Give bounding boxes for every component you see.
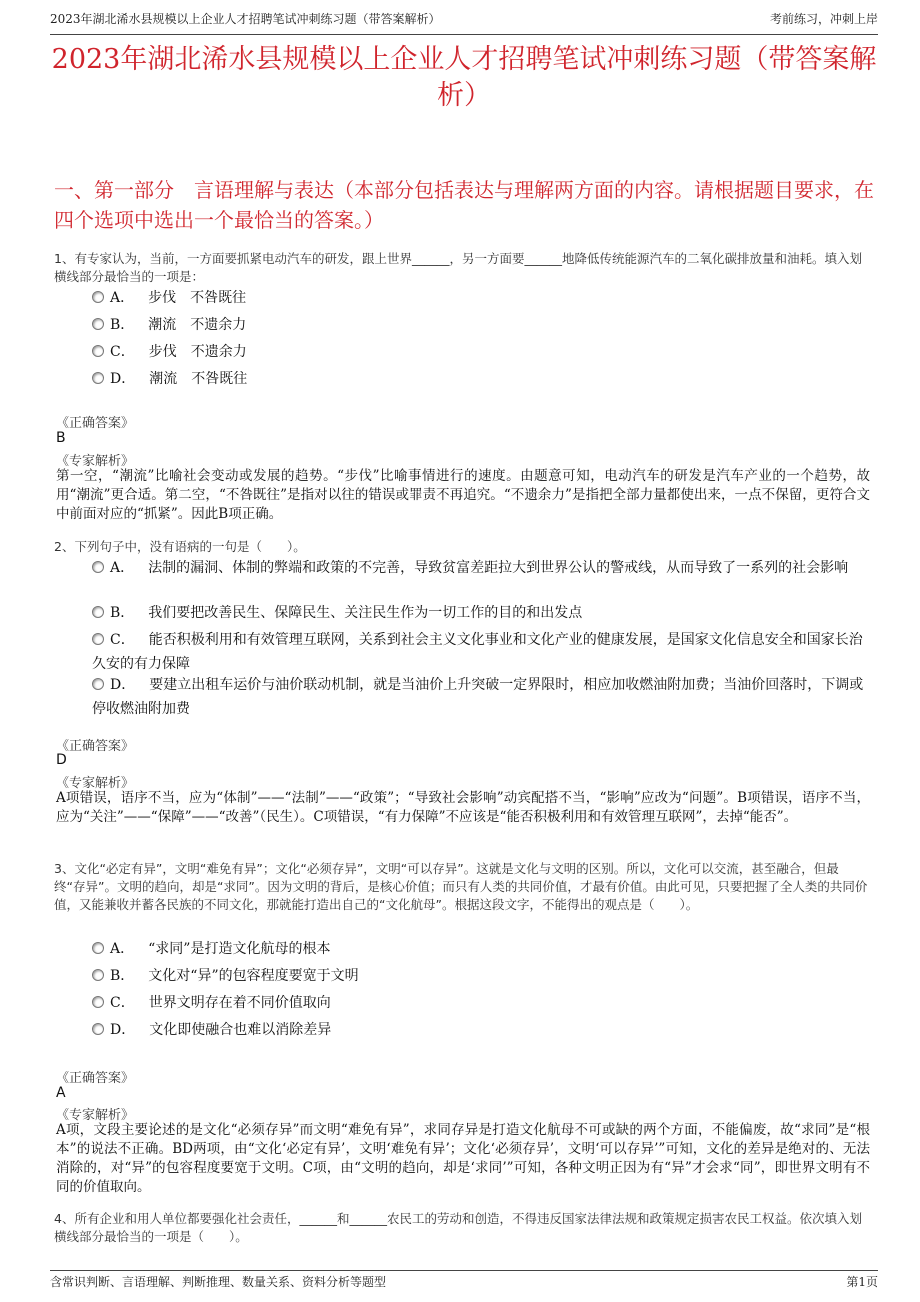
question-4-stem: 4、所有企业和用人单位都要强化社会责任，______和______农民工的劳动和创造，不得违反国家法律法规和政策规定损害农民工权益。依次填入划横线部分最恰当的一项是（ ）。 [54, 1211, 862, 1244]
question-3-stem: 3、文化“必定有异”，文明“难免有异”；文化“必须存异”，文明“可以存异”。这就是文化与文明的区别。所以，文化可以交流，甚至融合，但最终“存异”。文明的趋向，却是“求同”。因为文明的背后，是核心价值；而只有人类的共同价值，才最有价值。由此可见，只要把握了全人类的共同价值，又能兼收并蓄各民族的不同文化，那就能打造出自己的“文化航母”。根据这段文字，不能得出的观点是（ ）。 [54, 861, 868, 912]
question-2-stem: 2、下列句子中，没有语病的一句是（ ）。 [54, 539, 306, 554]
page-number: 第1页 [846, 1275, 878, 1289]
question-1-answer: B [56, 430, 66, 446]
question-1-explanation: 第一空，“潮流”比喻社会变动或发展的趋势。“步伐”比喻事情进行的速度。由题意可知，电动汽车的研发是汽车产业的一个趋势，故用“潮流”更合适。第二空，“不咎既往”是指对以往的错误或罪责不再追究。“不遗余力”是指把全部力量都使出来，一点不保留，更符合文中前面对应的“抓紧”。因此B项正确。 [56, 468, 870, 522]
radio-icon[interactable] [92, 372, 104, 384]
header-slogan: 考前练习，冲刺上岸 [769, 12, 878, 26]
question-3-option-c[interactable]: C． 世界文明存在着不同价值取向 [92, 991, 870, 1015]
page-footer [50, 1270, 878, 1291]
radio-icon[interactable] [92, 633, 104, 645]
radio-icon[interactable] [92, 606, 104, 618]
explanation-label: 《专家解析》 [56, 776, 135, 791]
radio-icon[interactable] [92, 942, 104, 954]
answer-label: 《正确答案》 [56, 1071, 135, 1086]
radio-icon[interactable] [92, 1023, 104, 1035]
radio-icon[interactable] [92, 291, 104, 303]
answer-label: 《正确答案》 [56, 416, 135, 431]
question-1-option-d[interactable]: D． 潮流 不咎既往 [92, 367, 870, 391]
question-1-option-b[interactable]: B． 潮流 不遗余力 [92, 313, 870, 337]
radio-icon[interactable] [92, 969, 104, 981]
question-1-option-a[interactable]: A． 步伐 不咎既往 [92, 286, 870, 310]
footer-note: 含常识判断、言语理解、判断推理、数量关系、资料分析等题型 [50, 1275, 387, 1289]
question-3-option-a[interactable]: A． “求同”是打造文化航母的根本 [92, 937, 870, 961]
radio-icon[interactable] [92, 996, 104, 1008]
question-3-option-d[interactable]: D． 文化即使融合也难以消除差异 [92, 1018, 870, 1042]
radio-icon[interactable] [92, 318, 104, 330]
explanation-label: 《专家解析》 [56, 454, 135, 469]
question-2-option-d[interactable]: D． 要建立出租车运价与油价联动机制，就是当油价上升突破一定界限时，相应加收燃油附加费；当油价回落时，下调或停收燃油附加费 [92, 677, 864, 717]
explanation-label: 《专家解析》 [56, 1108, 135, 1123]
radio-icon[interactable] [92, 561, 104, 573]
question-2-answer: D [56, 752, 67, 768]
question-2-explanation: A项错误，语序不当，应为“体制”——“法制”——“政策”；“导致社会影响”动宾配搭不当，“影响”应改为“问题”。B项错误，语序不当，应为“关注”——“保障”——“改善”（民生）。C项错误，“有力保障”不应该是“能否积极利用和有效管理互联网”，去掉“能否”。 [56, 790, 870, 825]
question-2-option-b[interactable]: B． 我们要把改善民生、保障民生、关注民生作为一切工作的目的和出发点 [92, 601, 870, 625]
question-3-answer: A [56, 1085, 66, 1101]
question-1-stem: 1、有专家认为，当前，一方面要抓紧电动汽车的研发，跟上世界______，另一方面要______地降低传统能源汽车的二氧化碳排放量和油耗。填入划横线部分最恰当的一项是： [54, 251, 862, 284]
question-1-option-c[interactable]: C． 步伐 不遗余力 [92, 340, 870, 364]
page-header [50, 10, 878, 35]
section-heading: 一、第一部分 言语理解与表达（本部分包括表达与理解两方面的内容。请根据题目要求，在四个选项中选出一个最恰当的答案。） [54, 178, 874, 232]
answer-label: 《正确答案》 [56, 739, 135, 754]
document-title: 2023年湖北浠水县规模以上企业人才招聘笔试冲刺练习题（带答案解析） [51, 44, 877, 111]
header-doc-title: 2023年湖北浠水县规模以上企业人才招聘笔试冲刺练习题（带答案解析） [50, 12, 441, 26]
question-2-option-a[interactable]: A． 法制的漏洞、体制的弊端和政策的不完善，导致贫富差距拉大到世界公认的警戒线，从而导致了一系列的社会影响 [92, 556, 870, 580]
question-3-option-b[interactable]: B． 文化对“异”的包容程度要宽于文明 [92, 964, 870, 988]
radio-icon[interactable] [92, 678, 104, 690]
question-2-option-c[interactable]: C． 能否积极利用和有效管理互联网，关系到社会主义文化事业和文化产业的健康发展，是国家文化信息安全和国家长治久安的有力保障 [92, 632, 863, 672]
radio-icon[interactable] [92, 345, 104, 357]
question-3-explanation: A项，文段主要论述的是文化“必须存异”而文明“难免有异”，求同存异是打造文化航母不可或缺的两个方面，不能偏废，故“求同”是“根本”的说法不正确。BD两项，由“文化‘必定有异’，文明‘难免有异’；文化‘必须存异’，文明‘可以存异’”可知，文化的差异是绝对的、无法消除的，对“异”的包容程度要宽于文明。C项，由“文明的趋向，却是‘求同’”可知，各种文明正因为有“异”才会求“同”，即世界文明有不同的价值取向。 [56, 1122, 870, 1195]
